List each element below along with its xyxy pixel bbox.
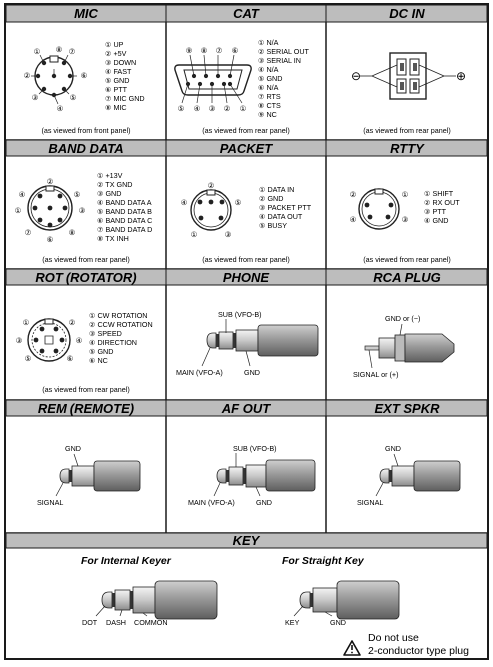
rot-pin-3: ③ SPEED	[89, 329, 122, 338]
rot-pin-5: ⑤ GND	[89, 347, 114, 356]
mic-pin-num-8: ⑧	[55, 45, 63, 54]
connector-pinout-sheet	[4, 3, 490, 661]
key-gnd-label: GND	[330, 618, 346, 627]
warning-triangle-icon	[344, 641, 360, 655]
dcin-title: DC IN	[389, 6, 425, 21]
rot-pin-1: ① CW ROTATION	[89, 311, 148, 320]
cat-pin-num-1: ①	[239, 104, 247, 113]
cat-pin-4: ④ N/A	[258, 65, 279, 74]
rot-note: (as viewed from rear panel)	[42, 385, 130, 394]
key-warning-line2: 2-conductor type plug	[368, 645, 469, 657]
rca-gnd-label: GND or (−)	[385, 314, 421, 323]
cat-pin-8: ⑧ CTS	[258, 101, 281, 110]
rot-pin-num-2: ②	[68, 318, 76, 327]
cat-pin-7: ⑦ RTS	[258, 92, 281, 101]
mic-pin-num-4: ④	[56, 104, 64, 113]
rt-pin-num-2: ②	[349, 190, 357, 199]
pk-pin-num-5: ⑤	[234, 198, 242, 207]
key-straight-heading: For Straight Key	[282, 555, 364, 567]
rot-pin-list	[89, 311, 153, 365]
bd-pin-3: ③ GND	[97, 189, 122, 198]
cat-pin-3: ③ SERIAL IN	[258, 56, 301, 65]
rt-pin-1: ① SHIFT	[424, 189, 454, 198]
rem-gnd-label: GND	[65, 444, 81, 453]
rot-pin-4: ④ DIRECTION	[89, 338, 137, 347]
pk-pin-5: ⑤ BUSY	[259, 221, 288, 230]
pinout-diagram	[4, 3, 490, 661]
cat-pin-num-7: ⑦	[215, 46, 223, 55]
bd-pin-6: ⑥ BAND DATA C	[97, 216, 153, 225]
afout-stereo-plug-icon	[217, 460, 315, 491]
bd-pin-4: ④ BAND DATA A	[97, 198, 152, 207]
banddata-connector-icon	[28, 186, 72, 230]
rt-pin-4: ④ GND	[424, 216, 449, 225]
mic-title: MIC	[74, 6, 98, 21]
afout-title: AF OUT	[221, 401, 271, 416]
bd-pin-num-3: ③	[78, 206, 86, 215]
extspkr-signal-label: SIGNAL	[357, 498, 384, 507]
banddata-title: BAND DATA	[48, 141, 124, 156]
afout-sub-label: SUB (VFO-B)	[233, 444, 277, 453]
key-internal-heading: For Internal Keyer	[81, 555, 171, 567]
mic-pin-2: ② +5V	[105, 49, 127, 58]
bd-pin-num-4: ④	[18, 190, 26, 199]
afout-gnd-label: GND	[256, 498, 272, 507]
bd-pin-num-8: ⑧	[68, 228, 76, 237]
cat-pin-2: ② SERIAL OUT	[258, 47, 309, 56]
banddata-note: (as viewed from rear panel)	[42, 255, 130, 264]
key-dot-label: DOT	[82, 618, 98, 627]
packet-pin-list	[259, 185, 312, 230]
pk-pin-2: ② GND	[259, 194, 284, 203]
mic-pin-4: ④ FAST	[105, 67, 132, 76]
bd-pin-1: ① +13V	[97, 171, 123, 180]
extspkr-gnd-label: GND	[385, 444, 401, 453]
bd-pin-5: ⑤ BAND DATA B	[97, 207, 152, 216]
mic-pin-7: ⑦ MIC GND	[105, 94, 145, 103]
rot-title-paren: (ROTATOR)	[65, 270, 137, 285]
rem-title	[38, 401, 134, 416]
bd-pin-num-6: ⑥	[46, 235, 54, 244]
dcin-positive-symbol: ⊕	[455, 69, 467, 83]
extspkr-title: EXT SPKR	[374, 401, 440, 416]
cat-pin-num-2: ②	[223, 104, 231, 113]
key-straight-mono-plug-icon	[300, 581, 399, 619]
pk-pin-num-2: ②	[207, 181, 215, 190]
rtty-note: (as viewed from rear panel)	[363, 255, 451, 264]
rem-signal-label: SIGNAL	[37, 498, 64, 507]
cat-pin-list	[258, 38, 310, 119]
phone-gnd-label: GND	[244, 368, 260, 377]
pk-pin-4: ④ DATA OUT	[259, 212, 303, 221]
rot-pin-num-4: ④	[75, 336, 83, 345]
mic-pin-num-3: ③	[31, 93, 39, 102]
cat-pin-num-9: ⑨	[185, 46, 193, 55]
rot-pin-num-5: ⑤	[24, 354, 32, 363]
cat-db9-connector-icon	[175, 55, 251, 103]
cat-title: CAT	[233, 6, 259, 21]
mic-pin-list	[105, 40, 145, 112]
bd-pin-8: ⑧ TX INH	[97, 234, 129, 243]
mic-pin-num-7: ⑦	[68, 47, 76, 56]
cat-pin-5: ⑤ GND	[258, 74, 283, 83]
bd-pin-num-2: ②	[46, 177, 54, 186]
bd-pin-num-1: ①	[14, 206, 22, 215]
bd-pin-num-7: ⑦	[24, 228, 32, 237]
phone-title: PHONE	[222, 270, 270, 285]
rem-title-paren: (REMOTE)	[69, 401, 135, 416]
rtty-title: RTTY	[390, 141, 424, 156]
cat-pin-num-5: ⑤	[177, 104, 185, 113]
extspkr-mono-plug-icon	[380, 461, 460, 491]
dcin-negative-symbol: ⊖	[350, 69, 362, 83]
cat-pin-num-3: ③	[208, 104, 216, 113]
rca-plug-icon	[365, 334, 454, 362]
packet-note: (as viewed from rear panel)	[202, 255, 290, 264]
mic-note: (as viewed from front panel)	[41, 126, 131, 135]
mic-pin-8: ⑧ MIC	[105, 103, 127, 112]
key-key-label: KEY	[285, 618, 300, 627]
banddata-pin-list	[97, 171, 152, 243]
mic-pin-1: ① UP	[105, 40, 124, 49]
packet-title: PACKET	[219, 141, 273, 156]
phone-main-label: MAIN (VFO-A)	[176, 368, 223, 377]
rot-pin-num-6: ⑥	[66, 354, 74, 363]
afout-main-label: MAIN (VFO-A)	[188, 498, 235, 507]
mic-pin-num-1: ①	[33, 47, 41, 56]
pk-pin-num-4: ④	[180, 198, 188, 207]
rt-pin-num-3: ③	[401, 215, 409, 224]
rot-title-main: ROT	[35, 270, 63, 285]
bd-pin-7: ⑦ BAND DATA D	[97, 225, 153, 234]
cat-pin-num-6: ⑥	[231, 46, 239, 55]
phone-sub-label: SUB (VFO-B)	[218, 310, 262, 319]
bd-pin-2: ② TX GND	[97, 180, 133, 189]
cat-pin-1: ① N/A	[258, 38, 279, 47]
rot-title	[35, 270, 136, 285]
cat-pin-num-4: ④	[193, 104, 201, 113]
mic-pin-num-2: ②	[23, 71, 31, 80]
cat-note: (as viewed from rear panel)	[202, 126, 290, 135]
key-dash-label: DASH	[106, 618, 126, 627]
rca-title: RCA PLUG	[373, 270, 441, 285]
mic-pin-num-5: ⑤	[69, 93, 77, 102]
pk-pin-3: ③ PACKET PTT	[259, 203, 312, 212]
packet-connector-icon	[191, 190, 231, 230]
rot-pin-2: ② CCW ROTATION	[89, 320, 153, 329]
mic-pin-num-6: ⑥	[80, 71, 88, 80]
key-title: KEY	[232, 533, 260, 548]
rem-title-main: REM	[37, 401, 67, 416]
key-common-label: COMMON	[134, 618, 168, 627]
rot-connector-icon	[28, 319, 70, 361]
rca-signal-label: SIGNAL or (+)	[353, 370, 399, 379]
dcin-note: (as viewed from rear panel)	[363, 126, 451, 135]
key-warning-line1: Do not use	[368, 632, 419, 644]
rt-pin-2: ② RX OUT	[424, 198, 460, 207]
rt-pin-num-4: ④	[349, 215, 357, 224]
cat-pin-6: ⑥ N/A	[258, 83, 279, 92]
rt-pin-3: ③ PTT	[424, 207, 447, 216]
pk-pin-1: ① DATA IN	[259, 185, 295, 194]
rot-pin-6: ⑥ NC	[89, 356, 108, 365]
rt-pin-num-1: ①	[401, 190, 409, 199]
key-internal-stereo-plug-icon	[102, 581, 217, 619]
cat-pin-9: ⑨ NC	[258, 110, 277, 119]
bd-pin-num-5: ⑤	[73, 190, 81, 199]
rot-pin-num-3: ③	[15, 336, 23, 345]
phone-stereo-plug-icon	[207, 325, 318, 356]
pk-pin-num-1: ①	[190, 230, 198, 239]
rem-mono-plug-icon	[60, 461, 140, 491]
rtty-connector-icon	[359, 189, 399, 229]
mic-pin-6: ⑥ PTT	[105, 85, 128, 94]
mic-pin-5: ⑤ GND	[105, 76, 130, 85]
pk-pin-num-3: ③	[224, 230, 232, 239]
rtty-pin-list	[424, 189, 460, 225]
cat-pin-num-8: ⑧	[200, 46, 208, 55]
rot-pin-num-1: ①	[22, 318, 30, 327]
mic-pin-3: ③ DOWN	[105, 58, 137, 67]
dcin-connector-icon	[360, 53, 456, 99]
